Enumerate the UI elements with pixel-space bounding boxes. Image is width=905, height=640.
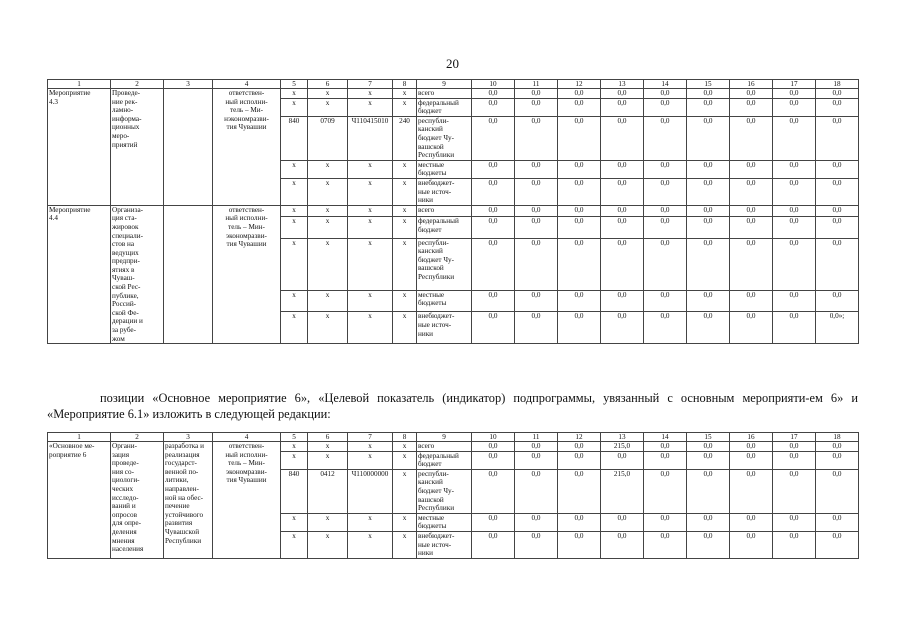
funding-source-cell: всего <box>417 89 472 99</box>
value-cell: 0,0 <box>515 217 558 239</box>
value-cell: 0,0 <box>601 178 644 205</box>
code-cell: х <box>308 160 348 178</box>
value-cell: 0,0 <box>515 312 558 344</box>
code-cell: х <box>393 89 417 99</box>
code-cell: х <box>281 205 308 216</box>
value-cell: 0,0 <box>644 451 687 469</box>
measure-goal-cell: разработка и реализация государст- венной по- литики, направлен- ной на обес- печение устойчивого развития Чувашской Республики <box>164 442 213 559</box>
value-cell: 0,0 <box>558 116 601 160</box>
column-number: 14 <box>644 433 687 442</box>
value-cell: 0,0 <box>601 312 644 344</box>
value-cell: 0,0 <box>644 217 687 239</box>
funding-source-cell: республи- канский бюджет Чу- вашской Республики <box>417 116 472 160</box>
value-cell: 0,0 <box>472 98 515 116</box>
column-number: 10 <box>472 433 515 442</box>
value-cell: 0,0 <box>687 513 730 531</box>
code-cell: х <box>393 469 417 513</box>
value-cell: 0,0 <box>687 290 730 312</box>
value-cell: 0,0 <box>558 238 601 290</box>
value-cell: 0,0 <box>730 178 773 205</box>
value-cell: 0,0 <box>773 217 816 239</box>
column-number: 13 <box>601 433 644 442</box>
measure-title-cell: Проведе- ние рек- ламно- информа- ционных меро- приятий <box>111 89 164 206</box>
measure-name-cell: Мероприятие 4.4 <box>48 205 111 344</box>
code-cell: х <box>348 89 393 99</box>
column-number: 9 <box>417 433 472 442</box>
value-cell: 0,0 <box>472 160 515 178</box>
table-row <box>48 89 859 99</box>
code-cell: х <box>308 98 348 116</box>
code-cell: х <box>281 290 308 312</box>
measure-title-cell: Органи- зация проведе- ния со- циологи- ческих исследо- ваний и опросов для опре- деления мнения населения <box>111 442 164 559</box>
value-cell: 0,0 <box>515 442 558 452</box>
executor-cell: ответствен- ный исполни- тель – Ми- нэкономразви- тия Чувашии <box>213 89 281 206</box>
column-number: 2 <box>111 80 164 89</box>
funding-source-cell: внебюджет- ные источ- ники <box>417 531 472 558</box>
code-cell: 0412 <box>308 469 348 513</box>
funding-source-cell: федеральный бюджет <box>417 98 472 116</box>
code-cell: х <box>281 451 308 469</box>
table-row <box>48 442 859 452</box>
measure-goal-cell <box>164 89 213 206</box>
value-cell: 0,0 <box>558 205 601 216</box>
value-cell: 0,0 <box>730 89 773 99</box>
column-number: 3 <box>164 80 213 89</box>
funding-source-cell: внебюджет- ные источ- ники <box>417 312 472 344</box>
code-cell: х <box>348 238 393 290</box>
code-cell: х <box>393 513 417 531</box>
value-cell: 0,0 <box>773 98 816 116</box>
column-number: 1 <box>48 80 111 89</box>
value-cell: 0,0 <box>816 89 859 99</box>
value-cell: 0,0 <box>515 469 558 513</box>
value-cell: 0,0 <box>558 312 601 344</box>
value-cell: 0,0 <box>687 312 730 344</box>
value-cell: 0,0 <box>687 238 730 290</box>
value-cell: 0,0 <box>816 217 859 239</box>
code-cell: х <box>393 160 417 178</box>
value-cell: 0,0 <box>687 217 730 239</box>
value-cell: 0,0 <box>644 98 687 116</box>
funding-source-cell: местные бюджеты <box>417 513 472 531</box>
funding-source-cell: республи- канский бюджет Чу- вашской Республики <box>417 469 472 513</box>
code-cell: х <box>348 160 393 178</box>
value-cell: 0,0 <box>601 513 644 531</box>
funding-source-cell: внебюджет- ные источ- ники <box>417 178 472 205</box>
code-cell: х <box>281 98 308 116</box>
value-cell: 0,0 <box>515 178 558 205</box>
value-cell: 0,0 <box>773 116 816 160</box>
value-cell: 0,0 <box>558 89 601 99</box>
value-cell: 0,0 <box>601 238 644 290</box>
value-cell: 0,0 <box>472 513 515 531</box>
value-cell: 0,0 <box>687 98 730 116</box>
column-number: 17 <box>773 80 816 89</box>
column-number: 5 <box>281 433 308 442</box>
column-number: 13 <box>601 80 644 89</box>
value-cell: 0,0 <box>472 290 515 312</box>
value-cell: 0,0 <box>558 98 601 116</box>
value-cell: 0,0 <box>816 531 859 558</box>
code-cell: х <box>393 442 417 452</box>
executor-cell: ответствен- ный исполни- тель – Мин- экономразви- тия Чувашии <box>213 442 281 559</box>
code-cell: х <box>281 160 308 178</box>
column-number: 15 <box>687 80 730 89</box>
code-cell: 840 <box>281 469 308 513</box>
code-cell: 0709 <box>308 116 348 160</box>
column-number: 10 <box>472 80 515 89</box>
value-cell: 0,0 <box>816 290 859 312</box>
value-cell: 0,0 <box>687 531 730 558</box>
column-number: 6 <box>308 80 348 89</box>
value-cell: 0,0 <box>558 442 601 452</box>
value-cell: 0,0 <box>730 205 773 216</box>
code-cell: х <box>393 238 417 290</box>
funding-source-cell: местные бюджеты <box>417 160 472 178</box>
value-cell: 0,0 <box>515 160 558 178</box>
value-cell: 0,0 <box>730 451 773 469</box>
value-cell: 0,0 <box>601 531 644 558</box>
code-cell: Ч110000000 <box>348 469 393 513</box>
code-cell: х <box>308 312 348 344</box>
value-cell: 0,0 <box>515 290 558 312</box>
code-cell: х <box>348 531 393 558</box>
value-cell: 0,0 <box>644 442 687 452</box>
funding-source-cell: федеральный бюджет <box>417 217 472 239</box>
value-cell: 0,0 <box>644 178 687 205</box>
code-cell: х <box>308 238 348 290</box>
value-cell: 0,0 <box>644 160 687 178</box>
column-number: 4 <box>213 80 281 89</box>
value-cell: 0,0 <box>644 531 687 558</box>
value-cell: 0,0 <box>558 451 601 469</box>
code-cell: х <box>308 531 348 558</box>
value-cell: 0,0»; <box>816 312 859 344</box>
value-cell: 215,0 <box>601 442 644 452</box>
measure-goal-cell <box>164 205 213 344</box>
value-cell: 0,0 <box>601 116 644 160</box>
column-number: 7 <box>348 80 393 89</box>
code-cell: х <box>393 217 417 239</box>
value-cell: 0,0 <box>644 89 687 99</box>
value-cell: 0,0 <box>730 116 773 160</box>
value-cell: 0,0 <box>773 178 816 205</box>
code-cell: х <box>281 238 308 290</box>
value-cell: 0,0 <box>816 469 859 513</box>
value-cell: 0,0 <box>472 442 515 452</box>
column-number: 5 <box>281 80 308 89</box>
code-cell: х <box>281 513 308 531</box>
value-cell: 0,0 <box>773 469 816 513</box>
value-cell: 0,0 <box>773 290 816 312</box>
measure-name-cell: Мероприятие 4.3 <box>48 89 111 206</box>
value-cell: 0,0 <box>773 451 816 469</box>
code-cell: х <box>281 312 308 344</box>
column-number: 3 <box>164 433 213 442</box>
value-cell: 0,0 <box>515 98 558 116</box>
code-cell: х <box>393 451 417 469</box>
value-cell: 0,0 <box>687 178 730 205</box>
value-cell: 0,0 <box>601 89 644 99</box>
value-cell: 0,0 <box>644 290 687 312</box>
value-cell: 0,0 <box>601 205 644 216</box>
column-number: 4 <box>213 433 281 442</box>
value-cell: 0,0 <box>601 290 644 312</box>
code-cell: х <box>348 312 393 344</box>
value-cell: 0,0 <box>472 89 515 99</box>
value-cell: 0,0 <box>644 469 687 513</box>
funding-source-cell: всего <box>417 205 472 216</box>
code-cell: х <box>393 312 417 344</box>
value-cell: 0,0 <box>730 531 773 558</box>
column-number: 8 <box>393 80 417 89</box>
column-number: 12 <box>558 433 601 442</box>
value-cell: 0,0 <box>515 238 558 290</box>
column-number: 15 <box>687 433 730 442</box>
value-cell: 0,0 <box>730 469 773 513</box>
column-number: 2 <box>111 433 164 442</box>
value-cell: 0,0 <box>773 531 816 558</box>
value-cell: 0,0 <box>687 442 730 452</box>
value-cell: 0,0 <box>644 238 687 290</box>
code-cell: х <box>308 290 348 312</box>
code-cell: Ч110415010 <box>348 116 393 160</box>
value-cell: 0,0 <box>730 98 773 116</box>
code-cell: х <box>281 217 308 239</box>
value-cell: 0,0 <box>515 89 558 99</box>
code-cell: х <box>308 89 348 99</box>
code-cell: х <box>308 205 348 216</box>
value-cell: 0,0 <box>644 116 687 160</box>
column-number: 11 <box>515 433 558 442</box>
value-cell: 0,0 <box>472 217 515 239</box>
column-number: 9 <box>417 80 472 89</box>
value-cell: 0,0 <box>816 205 859 216</box>
column-number-row <box>48 433 859 442</box>
value-cell: 0,0 <box>558 160 601 178</box>
value-cell: 0,0 <box>472 312 515 344</box>
value-cell: 0,0 <box>816 451 859 469</box>
value-cell: 0,0 <box>773 205 816 216</box>
funding-source-cell: местные бюджеты <box>417 290 472 312</box>
column-number: 12 <box>558 80 601 89</box>
measure-title-cell: Организа- ция ста- жировок специали- стов на ведущих предпри- ятиях в Чуваш- ской Рес- публике, Россий- ской Фе- дерации и за рубе- жом <box>111 205 164 344</box>
value-cell: 0,0 <box>687 160 730 178</box>
value-cell: 0,0 <box>730 238 773 290</box>
value-cell: 0,0 <box>687 451 730 469</box>
code-cell: 840 <box>281 116 308 160</box>
value-cell: 0,0 <box>558 469 601 513</box>
code-cell: х <box>308 178 348 205</box>
amendment-paragraph: позиции «Основное мероприятие 6», «Целевой показатель (индикатор) подпрограммы, увязанный с основным мероприяти-ем 6» и «Мероприятие 6.1» изложить в следующей редакции: <box>47 391 858 421</box>
code-cell: х <box>281 442 308 452</box>
code-cell: х <box>393 98 417 116</box>
value-cell: 0,0 <box>472 178 515 205</box>
value-cell: 0,0 <box>773 160 816 178</box>
value-cell: 0,0 <box>773 513 816 531</box>
value-cell: 0,0 <box>687 205 730 216</box>
value-cell: 0,0 <box>773 442 816 452</box>
value-cell: 0,0 <box>472 531 515 558</box>
value-cell: 0,0 <box>558 178 601 205</box>
executor-cell: ответствен- ный исполни- тель – Мин- экономразви- тия Чувашии <box>213 205 281 344</box>
value-cell: 0,0 <box>687 89 730 99</box>
value-cell: 0,0 <box>816 116 859 160</box>
value-cell: 0,0 <box>816 98 859 116</box>
code-cell: х <box>308 217 348 239</box>
code-cell: х <box>348 442 393 452</box>
column-number: 16 <box>730 433 773 442</box>
value-cell: 0,0 <box>730 442 773 452</box>
column-number: 18 <box>816 80 859 89</box>
value-cell: 0,0 <box>472 238 515 290</box>
value-cell: 0,0 <box>601 451 644 469</box>
budget-table-1 <box>47 79 859 344</box>
value-cell: 0,0 <box>687 116 730 160</box>
value-cell: 0,0 <box>773 238 816 290</box>
value-cell: 0,0 <box>816 238 859 290</box>
value-cell: 0,0 <box>730 290 773 312</box>
value-cell: 0,0 <box>601 160 644 178</box>
value-cell: 0,0 <box>515 451 558 469</box>
column-number: 1 <box>48 433 111 442</box>
value-cell: 0,0 <box>773 312 816 344</box>
code-cell: х <box>348 205 393 216</box>
value-cell: 0,0 <box>515 205 558 216</box>
measure-name-cell: «Основное ме- роприятие 6 <box>48 442 111 559</box>
column-number-row <box>48 80 859 89</box>
value-cell: 0,0 <box>515 116 558 160</box>
code-cell: х <box>281 531 308 558</box>
value-cell: 0,0 <box>816 513 859 531</box>
column-number: 16 <box>730 80 773 89</box>
value-cell: 0,0 <box>730 312 773 344</box>
value-cell: 0,0 <box>472 205 515 216</box>
value-cell: 0,0 <box>730 160 773 178</box>
value-cell: 0,0 <box>472 451 515 469</box>
value-cell: 0,0 <box>515 531 558 558</box>
value-cell: 0,0 <box>472 469 515 513</box>
value-cell: 0,0 <box>687 469 730 513</box>
value-cell: 0,0 <box>558 217 601 239</box>
value-cell: 0,0 <box>558 290 601 312</box>
column-number: 6 <box>308 433 348 442</box>
value-cell: 215,0 <box>601 469 644 513</box>
value-cell: 0,0 <box>601 217 644 239</box>
budget-table-2 <box>47 432 859 559</box>
code-cell: х <box>348 290 393 312</box>
value-cell: 0,0 <box>644 312 687 344</box>
page-number: 20 <box>446 56 459 71</box>
code-cell: х <box>308 513 348 531</box>
value-cell: 0,0 <box>601 98 644 116</box>
code-cell: х <box>393 205 417 216</box>
code-cell: х <box>348 217 393 239</box>
code-cell: х <box>393 531 417 558</box>
funding-source-cell: республи- канский бюджет Чу- вашской Республики <box>417 238 472 290</box>
code-cell: х <box>281 89 308 99</box>
code-cell: х <box>393 178 417 205</box>
column-number: 17 <box>773 433 816 442</box>
value-cell: 0,0 <box>644 513 687 531</box>
funding-source-cell: федеральный бюджет <box>417 451 472 469</box>
code-cell: х <box>348 513 393 531</box>
value-cell: 0,0 <box>558 513 601 531</box>
column-number: 11 <box>515 80 558 89</box>
value-cell: 0,0 <box>644 205 687 216</box>
value-cell: 0,0 <box>816 160 859 178</box>
value-cell: 0,0 <box>816 178 859 205</box>
column-number: 18 <box>816 433 859 442</box>
value-cell: 0,0 <box>730 217 773 239</box>
table-row <box>48 205 859 216</box>
value-cell: 0,0 <box>816 442 859 452</box>
funding-source-cell: всего <box>417 442 472 452</box>
code-cell: х <box>308 442 348 452</box>
code-cell: х <box>348 451 393 469</box>
code-cell: х <box>308 451 348 469</box>
code-cell: 240 <box>393 116 417 160</box>
code-cell: х <box>348 98 393 116</box>
column-number: 7 <box>348 433 393 442</box>
value-cell: 0,0 <box>558 531 601 558</box>
value-cell: 0,0 <box>472 116 515 160</box>
value-cell: 0,0 <box>515 513 558 531</box>
code-cell: х <box>281 178 308 205</box>
code-cell: х <box>393 290 417 312</box>
value-cell: 0,0 <box>773 89 816 99</box>
column-number: 8 <box>393 433 417 442</box>
value-cell: 0,0 <box>730 513 773 531</box>
code-cell: х <box>348 178 393 205</box>
column-number: 14 <box>644 80 687 89</box>
